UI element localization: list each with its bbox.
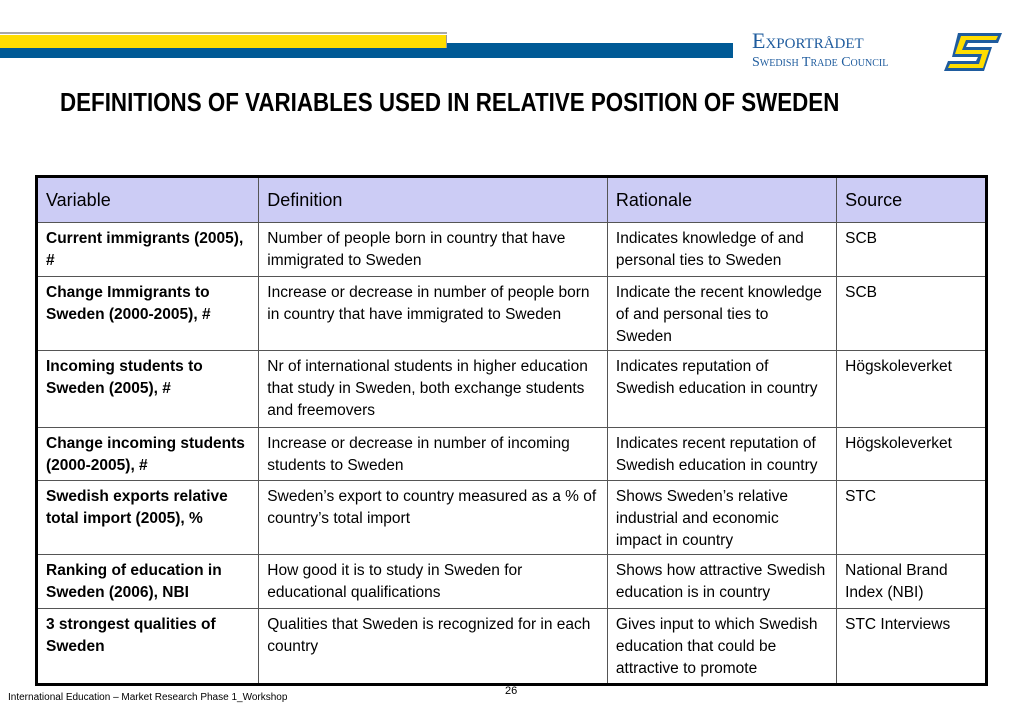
table-row (37, 555, 987, 609)
cell-source: Högskoleverket (837, 351, 987, 428)
cell-variable: 3 strongest qualities of Sweden (37, 609, 259, 685)
header-definition: Definition (259, 177, 608, 223)
cell-rationale: Shows how attractive Swedish education is in country (607, 555, 836, 609)
cell-definition: Increase or decrease in number of people born in country that have immigrated to Sweden (259, 277, 608, 351)
cell-variable: Change incoming students (2000-2005), # (37, 428, 259, 481)
logo (752, 30, 888, 70)
cell-definition: Sweden’s export to country measured as a % of country’s total import (259, 481, 608, 555)
header-source: Source (837, 177, 987, 223)
table-row (37, 223, 987, 277)
cell-rationale: Indicates knowledge of and personal ties to Sweden (607, 223, 836, 277)
cell-variable: Incoming students to Sweden (2005), # (37, 351, 259, 428)
cell-source: STC (837, 481, 987, 555)
header-rationale: Rationale (607, 177, 836, 223)
table-row (37, 428, 987, 481)
table-row (37, 609, 987, 685)
header-yellow-bar (0, 35, 447, 48)
logo-emblem-icon (944, 33, 1002, 71)
footer-text: International Education – Market Research Phase 1_Workshop (8, 692, 288, 703)
cell-source: National Brand Index (NBI) (837, 555, 987, 609)
table-row (37, 277, 987, 351)
table-row (37, 351, 987, 428)
cell-source: SCB (837, 277, 987, 351)
cell-rationale: Gives input to which Swedish education that could be attractive to promote (607, 609, 836, 685)
variables-table (35, 175, 988, 686)
cell-rationale: Indicates recent reputation of Swedish education in country (607, 428, 836, 481)
logo-name: Exportrådet (752, 28, 864, 53)
page-number: 26 (505, 685, 518, 697)
table-row (37, 481, 987, 555)
cell-source: STC Interviews (837, 609, 987, 685)
cell-definition: Qualities that Sweden is recognized for in each country (259, 609, 608, 685)
cell-rationale: Indicate the recent knowledge of and personal ties to Sweden (607, 277, 836, 351)
cell-variable: Current immigrants (2005), # (37, 223, 259, 277)
cell-definition: Increase or decrease in number of incoming students to Sweden (259, 428, 608, 481)
cell-definition: Nr of international students in higher education that study in Sweden, both exchange students and freemovers (259, 351, 608, 428)
cell-source: Högskoleverket (837, 428, 987, 481)
cell-variable: Swedish exports relative total import (2005), % (37, 481, 259, 555)
cell-definition: How good it is to study in Sweden for educational qualifications (259, 555, 608, 609)
cell-rationale: Shows Sweden’s relative industrial and economic impact in country (607, 481, 836, 555)
cell-variable: Ranking of education in Sweden (2006), NBI (37, 555, 259, 609)
table-header-row (37, 177, 987, 223)
page-title: DEFINITIONS OF VARIABLES USED IN RELATIVE POSITION OF SWEDEN (60, 87, 840, 117)
header-variable: Variable (37, 177, 259, 223)
cell-source: SCB (837, 223, 987, 277)
header-grey-line (0, 32, 447, 34)
logo-subtitle: Swedish Trade Council (752, 55, 889, 70)
cell-variable: Change Immigrants to Sweden (2000-2005), # (37, 277, 259, 351)
cell-definition: Number of people born in country that have immigrated to Sweden (259, 223, 608, 277)
cell-rationale: Indicates reputation of Swedish education in country (607, 351, 836, 428)
